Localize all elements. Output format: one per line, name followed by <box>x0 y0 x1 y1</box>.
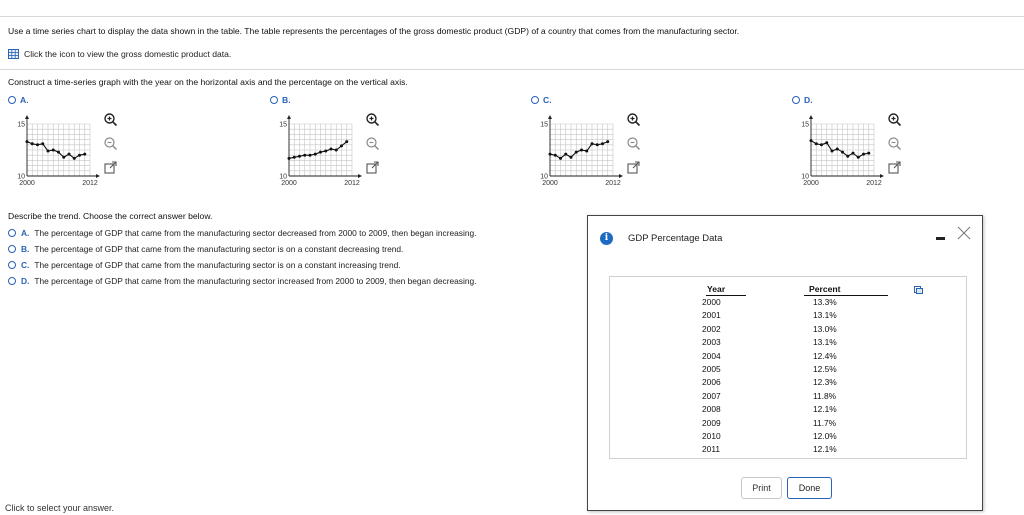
y-tick-label-top: 15 <box>801 121 809 129</box>
answer-text-d[interactable]: The percentage of GDP that came from the manufacturing sector increased from 2000 to 2009, then began decreasing. <box>34 276 477 286</box>
describe-prompt: Describe the trend. Choose the correct answer below. <box>8 211 213 221</box>
zoom-in-icon[interactable] <box>365 112 380 127</box>
open-external-icon[interactable] <box>103 160 118 175</box>
table-cell-percent: 11.8% <box>813 390 837 401</box>
answer-letter-a: A. <box>21 228 30 238</box>
data-point <box>570 156 573 159</box>
y-axis-arrow <box>25 115 29 119</box>
data-point <box>867 152 870 155</box>
data-point <box>825 141 828 144</box>
data-point <box>601 142 604 145</box>
y-axis-arrow <box>287 115 291 119</box>
data-point <box>340 144 343 147</box>
data-point <box>47 150 50 153</box>
data-point <box>862 153 865 156</box>
answer-text-b[interactable]: The percentage of GDP that came from the manufacturing sector is on a constant decreasing trend. <box>34 244 404 254</box>
close-icon[interactable] <box>957 226 971 240</box>
table-cell-year: 2000 <box>702 297 721 307</box>
data-point <box>309 154 312 157</box>
open-external-icon-button[interactable] <box>626 160 641 175</box>
construct-prompt: Construct a time-series graph with the year on the horizontal axis and the percentage on the vertical axis. <box>8 77 408 87</box>
data-point <box>324 150 327 153</box>
zoom-in-icon-button[interactable] <box>626 112 641 127</box>
open-external-icon[interactable] <box>887 160 902 175</box>
open-external-icon[interactable] <box>626 160 641 175</box>
section-divider <box>0 69 1024 70</box>
data-point <box>68 153 71 156</box>
open-external-icon[interactable] <box>365 160 380 175</box>
table-cell-year: 2010 <box>702 431 721 441</box>
graph-tools-d <box>887 112 903 175</box>
data-point <box>52 149 55 152</box>
answer-option-b[interactable] <box>8 244 403 254</box>
data-point <box>591 142 594 145</box>
data-point <box>554 154 557 157</box>
zoom-out-icon-button[interactable] <box>887 136 902 151</box>
table-cell-year: 2005 <box>702 364 721 374</box>
data-point <box>78 154 81 157</box>
x-axis-arrow <box>96 174 100 178</box>
chart-grid <box>289 124 352 176</box>
data-link[interactable] <box>8 49 231 59</box>
graph-tools-a <box>103 112 119 175</box>
graph-tools-c <box>626 112 642 175</box>
question-instruction: Use a time series chart to display the data shown in the table. The table represents the percentages of the gross domestic product (GDP) of a country that comes from the manufacturing sector. <box>8 26 740 36</box>
data-point <box>580 149 583 152</box>
zoom-out-icon[interactable] <box>626 136 641 151</box>
y-tick-label-top: 15 <box>540 121 548 129</box>
answer-letter-d: D. <box>21 276 30 286</box>
status-footer: Click to select your answer. <box>5 503 115 513</box>
answer-letter-c: C. <box>21 260 30 270</box>
data-point <box>57 151 60 154</box>
y-tick-label-top: 15 <box>17 121 25 129</box>
table-cell-year: 2008 <box>702 404 721 415</box>
table-cell-year: 2006 <box>702 377 721 388</box>
y-axis-arrow <box>548 115 552 119</box>
done-button[interactable]: Done <box>787 477 832 499</box>
y-tick-label-bottom: 10 <box>801 173 809 181</box>
top-divider <box>0 16 1024 17</box>
gdp-data-popup <box>587 215 983 511</box>
data-point <box>564 153 567 156</box>
y-tick-label-bottom: 10 <box>17 173 25 181</box>
data-point <box>815 142 818 145</box>
zoom-in-icon-button[interactable] <box>887 112 902 127</box>
table-cell-percent: 12.1% <box>813 404 837 415</box>
open-external-icon-button[interactable] <box>103 160 118 175</box>
data-point <box>288 157 291 160</box>
series-line <box>811 141 869 158</box>
data-point <box>330 147 333 150</box>
x-tick-label-start: 2000 <box>803 180 819 187</box>
data-point <box>836 147 839 150</box>
data-point <box>73 157 76 160</box>
radio-c[interactable] <box>8 261 16 269</box>
zoom-out-icon-button[interactable] <box>365 136 380 151</box>
graph-radio-b[interactable] <box>270 96 278 104</box>
graph-option-c[interactable] <box>531 95 552 105</box>
data-point <box>810 139 813 142</box>
table-cell-percent: 13.1% <box>813 310 837 321</box>
data-point <box>846 155 849 158</box>
table-cell-year: 2001 <box>702 310 721 321</box>
table-grid-icon[interactable] <box>8 49 19 59</box>
table-cell-percent: 12.0% <box>813 431 837 441</box>
graph-option-d[interactable] <box>792 95 813 105</box>
data-point <box>293 156 296 159</box>
radio-a[interactable] <box>8 229 16 237</box>
graph-option-letter-c: C. <box>543 95 552 105</box>
x-tick-label-end: 2012 <box>866 180 882 187</box>
data-point <box>26 140 29 143</box>
graph-option-a[interactable] <box>8 95 29 105</box>
data-point <box>606 140 609 143</box>
answer-text-c[interactable]: The percentage of GDP that came from the manufacturing sector is on a constant increasing trend. <box>34 260 401 270</box>
table-cell-year: 2009 <box>702 417 721 428</box>
graph-tools-b <box>365 112 381 175</box>
popup-title: GDP Percentage Data <box>628 233 723 244</box>
data-point <box>314 153 317 156</box>
chart-grid <box>27 124 90 176</box>
x-axis-arrow <box>358 174 362 178</box>
zoom-in-icon[interactable] <box>103 112 118 127</box>
data-point <box>83 153 86 156</box>
zoom-in-icon-button[interactable] <box>365 112 380 127</box>
x-axis-arrow <box>619 174 623 178</box>
graph-option-letter-d: D. <box>804 95 813 105</box>
graph-chart-a[interactable] <box>6 107 116 189</box>
year-header-underline <box>706 295 746 296</box>
table-cell-percent: 12.1% <box>813 444 837 455</box>
answer-option-c[interactable] <box>8 260 401 270</box>
table-cell-percent: 12.4% <box>813 350 837 361</box>
percent-header-underline <box>804 295 888 296</box>
column-header-percent: Percent <box>809 284 841 294</box>
zoom-out-icon[interactable] <box>103 136 118 151</box>
x-tick-label-start: 2000 <box>281 180 297 187</box>
data-point <box>841 151 844 154</box>
x-tick-label-start: 2000 <box>542 180 558 187</box>
info-icon: i <box>600 232 613 245</box>
minimize-button[interactable] <box>936 232 946 242</box>
graph-option-letter-b: B. <box>282 95 291 105</box>
data-link-text[interactable]: Click the icon to view the gross domestic product data. <box>24 49 232 59</box>
y-tick-label-top: 15 <box>279 121 287 129</box>
data-point <box>345 140 348 143</box>
data-point <box>820 143 823 146</box>
zoom-out-icon[interactable] <box>365 136 380 151</box>
graph-chart-c[interactable] <box>529 107 639 189</box>
data-point <box>62 156 65 159</box>
table-cell-year: 2002 <box>702 323 721 334</box>
data-point <box>41 142 44 145</box>
data-point <box>298 155 301 158</box>
zoom-out-icon-button[interactable] <box>626 136 641 151</box>
x-tick-label-end: 2012 <box>82 180 98 187</box>
data-point <box>852 152 855 155</box>
table-cell-percent: 13.1% <box>813 337 837 348</box>
table-cell-percent: 13.3% <box>813 297 837 307</box>
table-cell-year: 2003 <box>702 337 721 348</box>
y-tick-label-bottom: 10 <box>540 173 548 181</box>
data-point <box>36 143 39 146</box>
column-header-year: Year <box>707 284 726 294</box>
graph-radio-c[interactable] <box>531 96 539 104</box>
table-cell-percent: 11.7% <box>813 417 837 428</box>
data-point <box>596 143 599 146</box>
graph-radio-a[interactable] <box>8 96 16 104</box>
open-external-icon-button[interactable] <box>365 160 380 175</box>
data-point <box>303 154 306 157</box>
x-tick-label-end: 2012 <box>605 180 621 187</box>
data-point <box>31 142 34 145</box>
open-external-icon-button[interactable] <box>887 160 902 175</box>
table-cell-percent: 13.0% <box>813 323 837 334</box>
data-point <box>319 151 322 154</box>
zoom-in-icon[interactable] <box>626 112 641 127</box>
graph-chart-b[interactable] <box>268 107 378 189</box>
print-button[interactable]: Print <box>741 477 782 499</box>
data-point <box>857 156 860 159</box>
copy-icon[interactable] <box>914 285 923 294</box>
y-axis-arrow <box>809 115 813 119</box>
data-point <box>559 157 562 160</box>
answer-option-d[interactable] <box>8 276 477 286</box>
x-axis-arrow <box>880 174 884 178</box>
data-point <box>335 149 338 152</box>
table-cell-percent: 12.3% <box>813 377 837 388</box>
zoom-out-icon[interactable] <box>887 136 902 151</box>
radio-b[interactable] <box>8 245 16 253</box>
x-tick-label-start: 2000 <box>19 180 35 187</box>
graph-chart-d[interactable] <box>790 107 900 189</box>
table-cell-year: 2007 <box>702 390 721 401</box>
zoom-in-icon[interactable] <box>887 112 902 127</box>
data-point <box>585 150 588 153</box>
data-table <box>609 276 967 459</box>
data-point <box>575 151 578 154</box>
graph-radio-d[interactable] <box>792 96 800 104</box>
answer-letter-b: B. <box>21 244 30 254</box>
data-point <box>831 150 834 153</box>
answer-option-a[interactable] <box>8 228 477 238</box>
zoom-in-icon-button[interactable] <box>103 112 118 127</box>
data-point <box>549 153 552 156</box>
table-cell-year: 2011 <box>702 444 721 455</box>
zoom-out-icon-button[interactable] <box>103 136 118 151</box>
table-cell-percent: 12.5% <box>813 364 837 374</box>
y-tick-label-bottom: 10 <box>279 173 287 181</box>
x-tick-label-end: 2012 <box>344 180 360 187</box>
graph-option-letter-a: A. <box>20 95 29 105</box>
chart-grid <box>811 124 874 176</box>
answer-text-a[interactable]: The percentage of GDP that came from the manufacturing sector decreased from 2000 to 2009, then began increasing. <box>34 228 477 238</box>
graph-option-b[interactable] <box>270 95 291 105</box>
radio-d[interactable] <box>8 277 16 285</box>
table-cell-year: 2004 <box>702 350 721 361</box>
